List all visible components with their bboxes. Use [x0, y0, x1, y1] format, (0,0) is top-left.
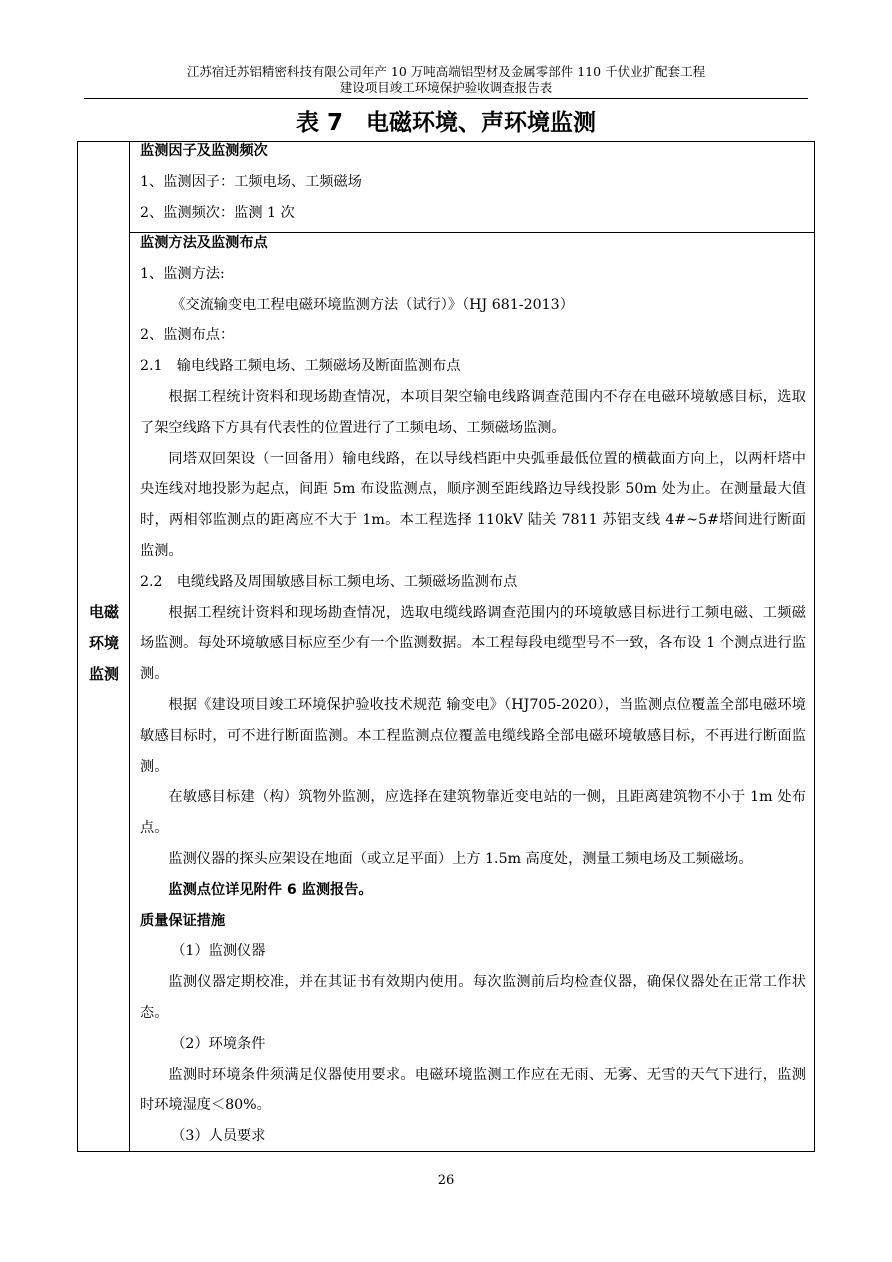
- qa-item-2-text: 监测时环境条件须满足仪器使用要求。电磁环境监测工作应在无雨、无雾、无雪的天气下进行，监测时环境湿度＜80%。: [140, 1066, 806, 1114]
- qa-item-1-label: （1）监测仪器: [171, 943, 266, 960]
- method-label: 1、监测方法:: [140, 265, 225, 282]
- sub2-paragraph: 根据工程统计资料和现场勘查情况，选取电缆线路调查范围内的环境敏感目标进行工频电磁、工频磁场监测。每处环境敏感目标应至少有一个监测数据。本工程每段电缆型号不一致，各布设 1 个测点进行监测。: [140, 604, 806, 683]
- sub2-paragraph: 监测仪器的探头应架设在地面（或立足平面）上方 1.5m 高度处，测量工频电场及工频磁场。: [168, 850, 753, 867]
- section-methods-layout: [140, 228, 806, 1152]
- left-label: [78, 597, 130, 690]
- section2-heading: 监测方法及监测布点: [140, 235, 268, 251]
- section-monitoring-factors: [140, 136, 806, 228]
- header-line-2: 建设项目竣工环境保护验收调查报告表: [339, 80, 553, 95]
- sub1-paragraph: 根据工程统计资料和现场勘查情况，本项目架空输电线路调查范围内不存在电磁环境敏感目标，选取了架空线路下方具有代表性的位置进行了工频电场、工频磁场监测。: [140, 388, 806, 436]
- qa-item-2-label: （2）环境条件: [171, 1035, 266, 1052]
- page-number: 26: [437, 1173, 455, 1188]
- left-label-line-3: 监测: [88, 665, 119, 683]
- report-table: [77, 141, 815, 1152]
- table-title: 表 7 电磁环境、声环境监测: [295, 110, 596, 136]
- sub1-paragraph: 同塔双回架设（一回备用）输电线路，在以导线档距中央弧垂最低位置的横截面方向上，以两杆塔中央连线对地投影为起点，间距 5m 布设监测点，顺序测至距线路边导线投影 50m 处为止。在测量最大值时，两相邻监测点的距离应不大于 1m。本工程选择 110kV 陆关 7811 苏铝支线 4#~5#塔间进行断面监测。: [140, 450, 806, 559]
- section1-heading: 监测因子及监测频次: [140, 143, 268, 159]
- qa-item-1-text: 监测仪器定期校准，并在其证书有效期内使用。每次监测前后均检查仪器，确保仪器处在正常工作状态。: [140, 974, 806, 1021]
- left-label-line-1: 电磁: [88, 603, 119, 621]
- monitoring-note: 监测点位详见附件 6 监测报告。: [168, 881, 373, 898]
- sub2-paragraph: 在敏感目标建（构）筑物外监测，应选择在建筑物靠近变电站的一侧，且距离建筑物不小于 1m 处布点。: [140, 789, 806, 837]
- layout-label: 2、监测布点：: [140, 327, 235, 344]
- header-rule: [84, 98, 808, 99]
- section1-line-1: 1、监测因子：工频电场、工频磁场: [140, 173, 362, 190]
- header-line-1: 江苏宿迁苏铝精密科技有限公司年产 10 万吨高端铝型材及金属零部件 110 千伏业扩配套工程: [186, 64, 706, 79]
- sub1-heading: 2.1 输电线路工频电场、工频磁场及断面监测布点: [140, 358, 461, 375]
- sub2-heading: 2.2 电缆线路及周围敏感目标工频电场、工频磁场监测布点: [140, 573, 518, 590]
- sub2-paragraph: 根据《建设项目竣工环境保护验收技术规范 输变电》（HJ705-2020），当监测点位覆盖全部电磁环境敏感目标时，可不进行断面监测。本工程监测点位覆盖电缆线路全部电磁环境敏感目标，不再进行断面监测。: [140, 696, 806, 775]
- document-header: [84, 64, 808, 96]
- qa-item-3-label: （3）人员要求: [171, 1128, 266, 1145]
- left-label-line-2: 环境: [88, 634, 119, 652]
- left-label-column: [78, 142, 130, 1151]
- section1-line-2: 2、监测频次：监测 1 次: [140, 204, 295, 221]
- method-text: 《交流输变电工程电磁环境监测方法（试行）》（HJ 681-2013）: [171, 296, 574, 313]
- section3-heading: 质量保证措施: [140, 912, 226, 929]
